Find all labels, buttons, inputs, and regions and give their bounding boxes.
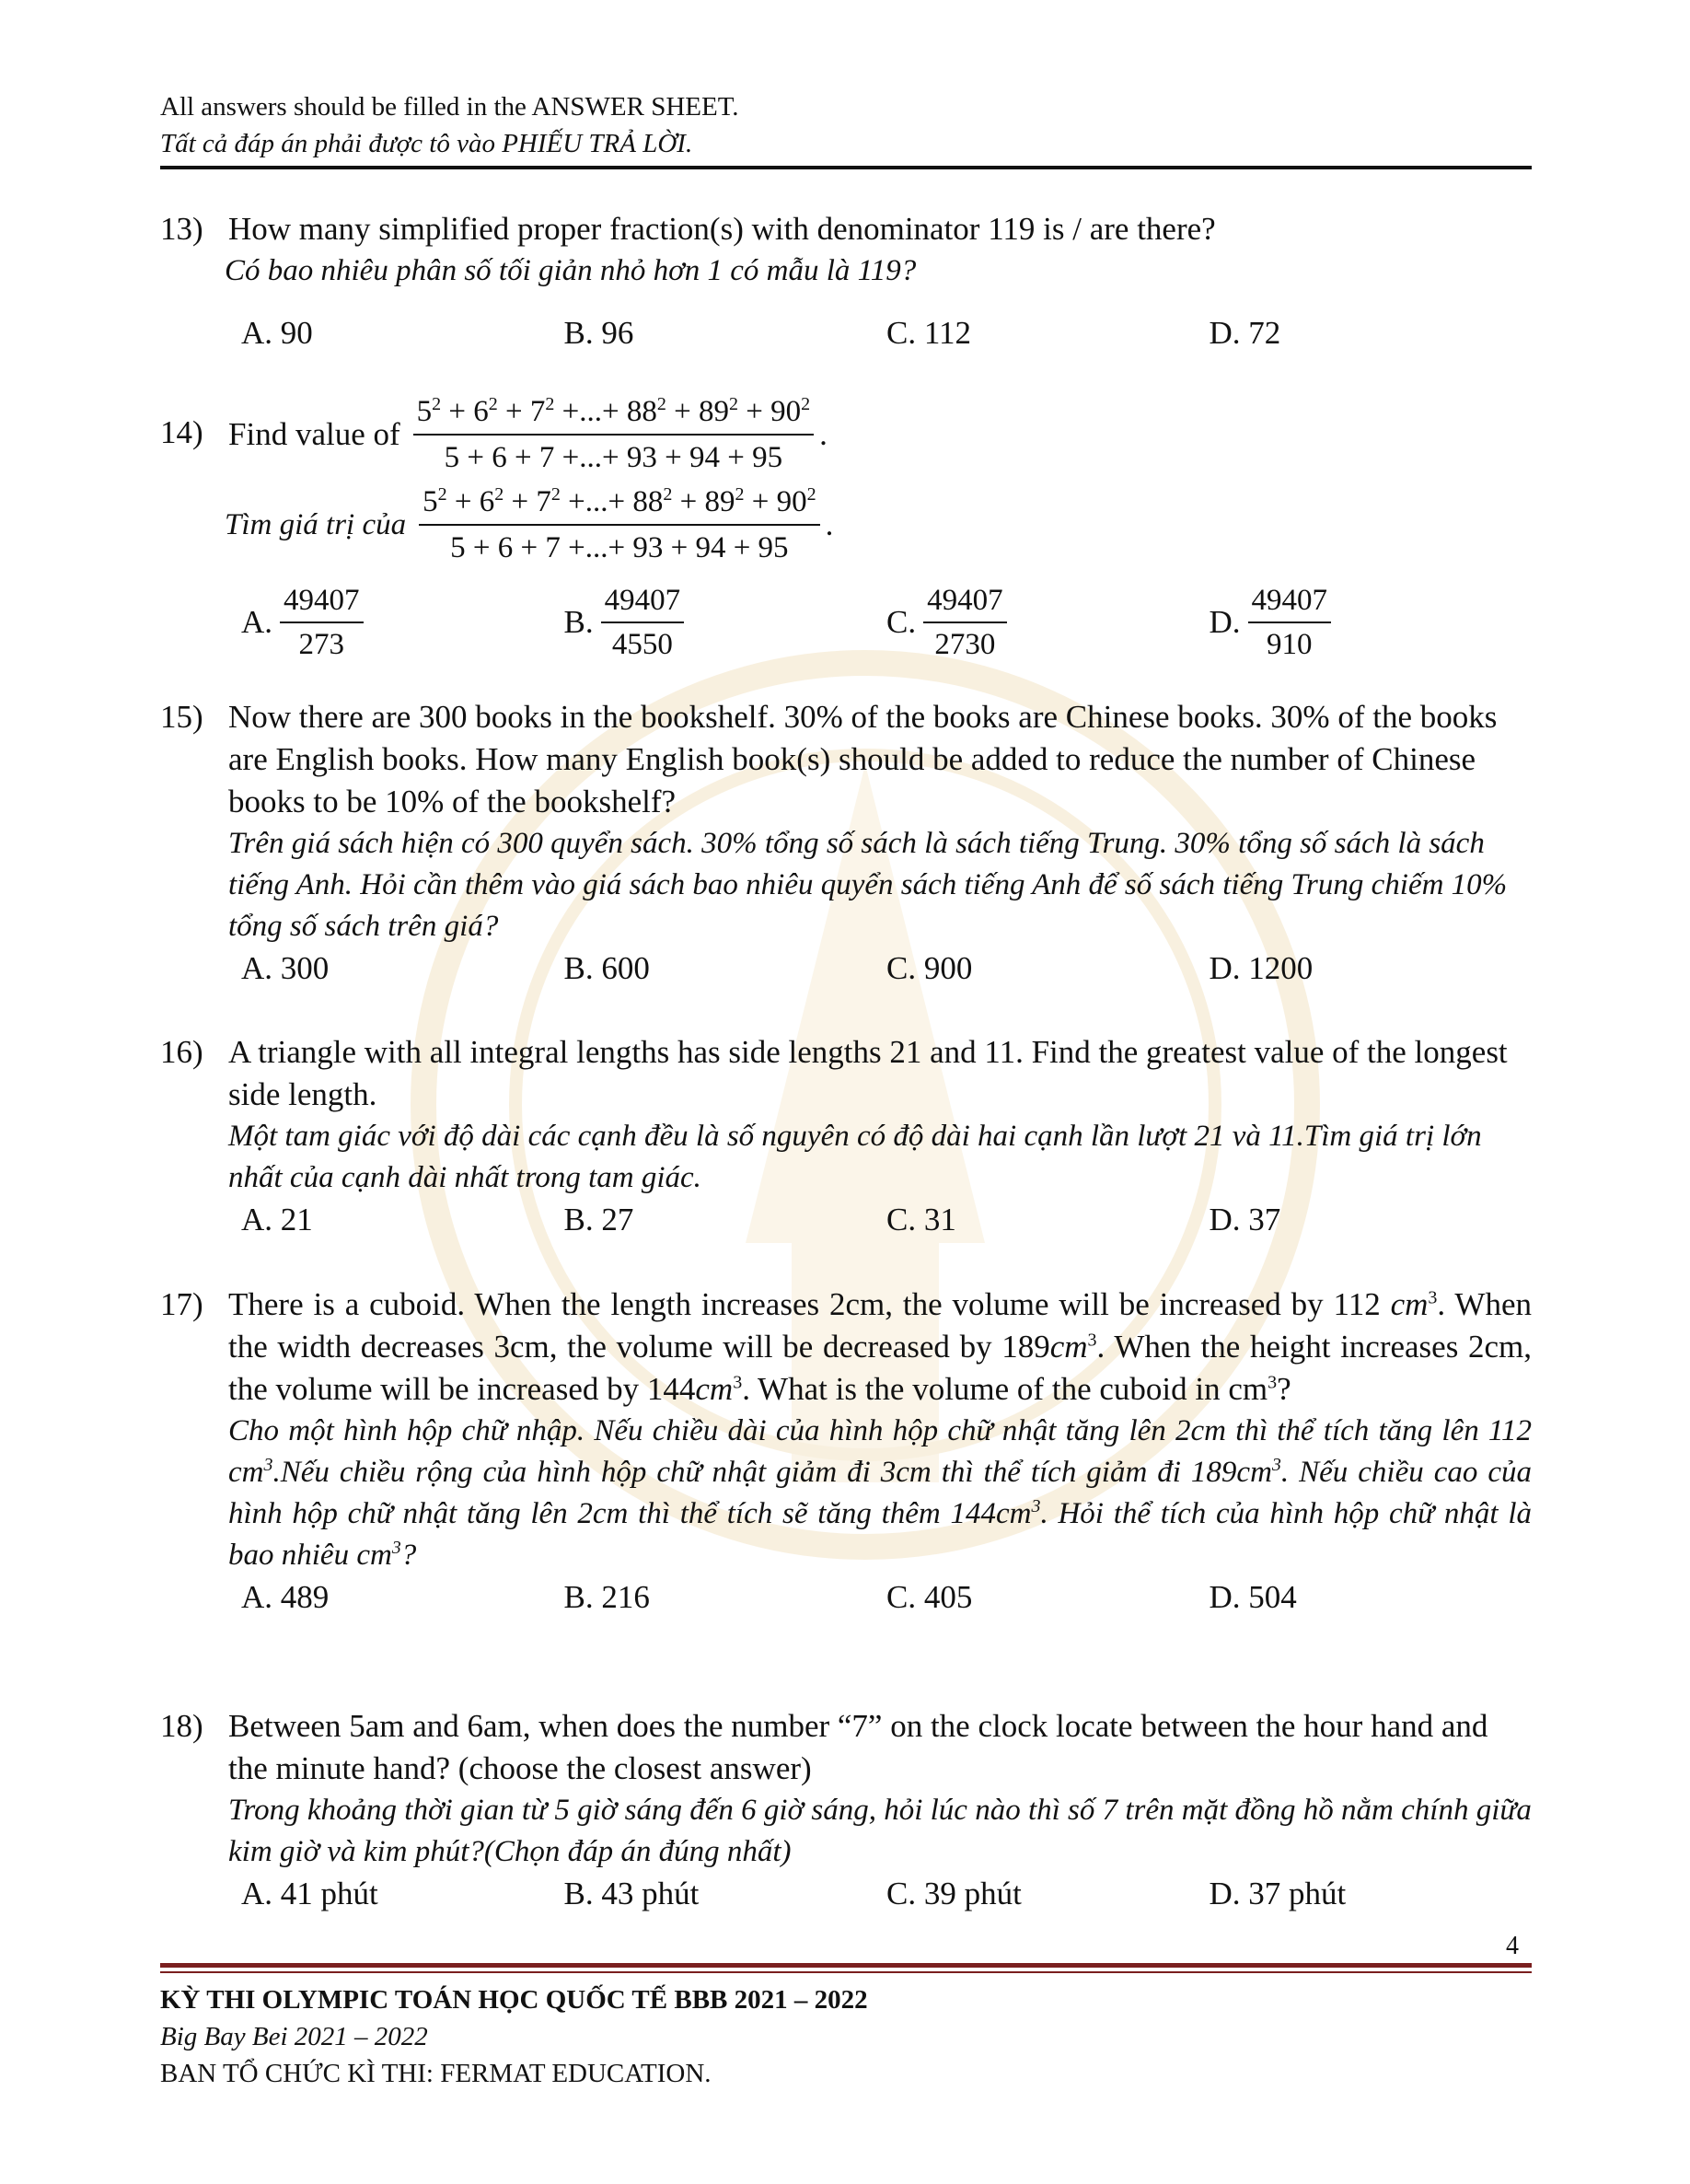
option-a[interactable]: A. 90 (241, 315, 313, 351)
expression-vi (225, 482, 1532, 568)
question-text-vi: Trong khoảng thời gian từ 5 giờ sáng đến 6 giờ sáng, hỏi lúc nào thì số 7 trên mặt đồng hồ nằm chính giữa kim giờ và kim phút?(Chọn đáp án đúng nhất) (228, 1794, 1532, 1868)
page-number: 4 (1506, 1932, 1519, 1960)
fraction-numerator: $5^2 + 6^2 + 7^2$ +...+ $88^2 + 89^2 + 90^2$ (413, 391, 814, 436)
answer-options (241, 1873, 1532, 1915)
question-15 (160, 696, 1532, 990)
question-text-en: How many simplified proper fraction(s) with denominator 119 is / are there? (228, 211, 1216, 247)
footer-contest-title: KỲ THI OLYMPIC TOÁN HỌC QUỐC TẾ BBB 2021 – 2022 (160, 1985, 868, 2015)
answer-options (241, 312, 1532, 354)
question-text-vi: Một tam giác với độ dài các cạnh đều là số nguyên có độ dài hai cạnh lần lượt 21 và 11.Tìm giá trị lớn nhất của cạnh dài nhất trong tam giác. (228, 1120, 1482, 1194)
question-13 (160, 208, 1532, 354)
option-c[interactable]: C. 112 (886, 315, 972, 351)
option-d[interactable]: D. 1200 (1209, 950, 1314, 986)
period: . (825, 506, 834, 542)
option-b[interactable]: B. 600 (563, 950, 650, 986)
header-divider (160, 166, 1532, 169)
answer-options (241, 1576, 1532, 1619)
page-footer (160, 1981, 1532, 2092)
option-d[interactable]: D. $\frac{49407}{910}$ (1210, 581, 1533, 664)
question-number: 15) (160, 699, 203, 735)
option-a[interactable]: A. 21 (241, 1202, 313, 1237)
question-16 (160, 1031, 1532, 1241)
header-instruction-vi: Tất cả đáp án phải được tô vào PHIẾU TRẢ LỜI. (160, 129, 693, 158)
option-b[interactable]: B. 216 (563, 1579, 650, 1615)
option-b[interactable]: B. $\frac{49407}{4550}$ (564, 581, 887, 664)
fraction-denominator: 5 + 6 + 7 +...+ 93 + 94 + 95 (450, 531, 789, 564)
option-c[interactable]: C. 31 (886, 1202, 956, 1237)
option-b[interactable]: B. 27 (563, 1202, 634, 1237)
option-c[interactable]: C. 39 phút (886, 1876, 1022, 1911)
option-a[interactable]: A. 41 phút (241, 1876, 378, 1911)
answer-options (241, 1199, 1532, 1241)
option-c[interactable]: C. 900 (886, 950, 973, 986)
footer-organizer: BAN TỔ CHỨC KÌ THI: FERMAT EDUCATION. (160, 2059, 712, 2088)
fraction-expression (413, 391, 814, 478)
expression-en (228, 391, 1532, 478)
question-text-en: Find value of (228, 416, 400, 452)
question-14 (160, 391, 1532, 664)
option-d[interactable]: D. 37 phút (1209, 1876, 1347, 1911)
fraction-numerator: $5^2 + 6^2 + 7^2$ +...+ $88^2 + 89^2 + 90^2$ (419, 482, 819, 526)
question-text-en: Between 5am and 6am, when does the number “7” on the clock locate between the hour hand and the minute hand? (choose the closest answer) (228, 1708, 1488, 1786)
option-a[interactable]: A. $\frac{49407}{273}$ (241, 581, 564, 664)
answer-options (241, 581, 1532, 664)
question-text-en: There is a cuboid. When the length increases 2cm, the volume will be increased by 112 $cm^3$. When the width decreases 3cm, the volume will be decreased by $189cm^3$. When the height increases 2cm, the volume will be increased by $144cm^3$. What is the volume of the cuboid in $cm^3$? (228, 1286, 1532, 1407)
option-d[interactable]: D. 72 (1209, 315, 1281, 351)
period: . (819, 416, 828, 452)
question-number: 16) (160, 1034, 203, 1070)
fraction-expression (419, 482, 819, 568)
footer-divider-thin (160, 1971, 1532, 1973)
question-number: 13) (160, 211, 203, 247)
question-17 (160, 1284, 1532, 1619)
option-c[interactable]: C. 405 (886, 1579, 973, 1615)
option-d[interactable]: D. 504 (1209, 1579, 1297, 1615)
question-text-vi: Cho một hình hộp chữ nhập. Nếu chiều dài của hình hộp chữ nhật tăng lên 2cm thì thể tích tăng lên 112 $cm^3.Nếu$ chiều rộng của hình hộp chữ nhật giảm đi 3cm thì thể tích giảm đi $189cm^3$. Nếu chiều cao của hình hộp chữ nhật tăng lên 2cm thì thể tích sẽ tăng thêm $144cm^3$. Hỏi thể tích của hình hộp chữ nhật là bao nhiêu $cm^3$? (228, 1414, 1532, 1572)
question-text-vi: Có bao nhiêu phân số tối giản nhỏ hơn 1 có mẫu là 119? (225, 254, 917, 287)
header-instruction-en: All answers should be filled in the ANSWER SHEET. (160, 92, 739, 122)
footer-divider (160, 1963, 1532, 1968)
question-text-vi: Trên giá sách hiện có 300 quyển sách. 30% tổng số sách là sách tiếng Trung. 30% tổng số sách là sách tiếng Anh. Hỏi cần thêm vào giá sách bao nhiêu quyển sách tiếng Anh để số sách tiếng Trung chiếm 10% tổng số sách trên giá? (228, 827, 1508, 943)
question-number: 17) (160, 1286, 203, 1322)
question-text-vi: Tìm giá trị của (225, 507, 407, 541)
option-b[interactable]: B. 43 phút (563, 1876, 700, 1911)
option-d[interactable]: D. 37 (1209, 1202, 1281, 1237)
question-number: 14) (160, 414, 203, 450)
question-number: 18) (160, 1708, 203, 1744)
option-a[interactable]: A. 300 (241, 950, 330, 986)
question-text-en: A triangle with all integral lengths has side lengths 21 and 11. Find the greatest value of the longest side length. (228, 1034, 1508, 1112)
answer-options (241, 947, 1532, 990)
option-b[interactable]: B. 96 (563, 315, 634, 351)
question-text-en: Now there are 300 books in the bookshelf. 30% of the books are Chinese books. 30% of the books are English books. How many English book(s) should be added to reduce the number of Chinese books to be 10% of the bookshelf? (228, 699, 1498, 819)
question-18 (160, 1705, 1532, 1915)
fraction-denominator: 5 + 6 + 7 +...+ 93 + 94 + 95 (444, 441, 783, 474)
footer-subtitle: Big Bay Bei 2021 – 2022 (160, 2022, 428, 2051)
page-header (160, 88, 1532, 162)
option-a[interactable]: A. 489 (241, 1579, 330, 1615)
option-c[interactable]: C. $\frac{49407}{2730}$ (886, 581, 1210, 664)
